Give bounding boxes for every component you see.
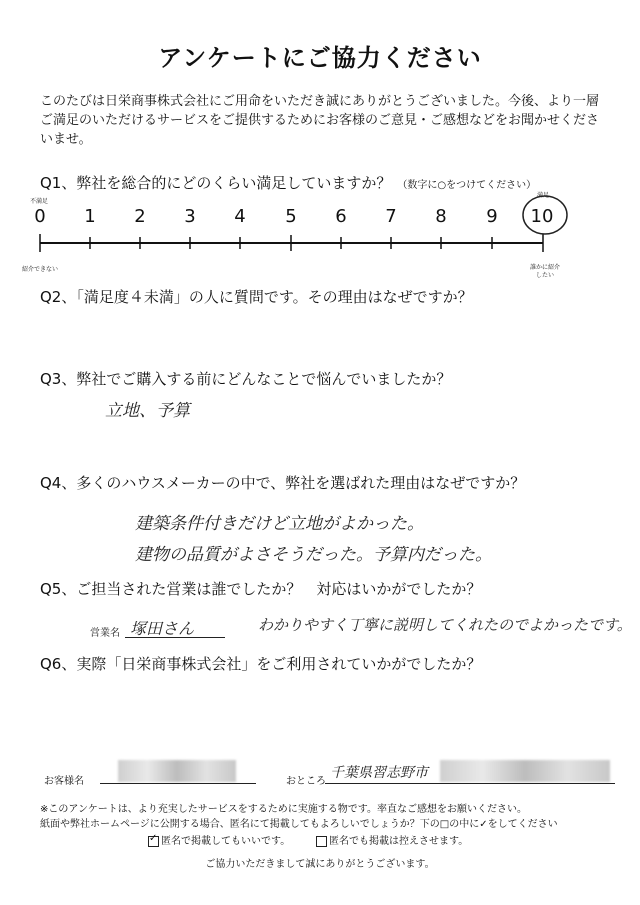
footnote-line-1: ※このアンケートは、より充実したサービスをするために実施する物です。率直なご感想をお願いください。 — [40, 804, 527, 815]
answer-5: わかりやすく丁寧に説明してくれたのでよかったです。 — [258, 616, 632, 634]
check-mark-icon: ✓ — [149, 832, 158, 844]
scale-option-10[interactable]: 10 — [530, 206, 554, 227]
scale-left-bottom-label: 紹介できない — [22, 266, 59, 273]
footnote — [40, 802, 620, 832]
customer-name-label: お客様名 — [44, 776, 84, 787]
address-label: おところ — [286, 776, 326, 787]
option-anonymous-no[interactable] — [316, 832, 468, 847]
scale-option-5[interactable]: 5 — [285, 206, 297, 227]
scale-option-1[interactable]: 1 — [84, 206, 96, 227]
address-underline — [325, 783, 615, 784]
answer-3: 立地、予算 — [105, 401, 190, 421]
address-value: 千葉県習志野市 — [330, 765, 428, 781]
scale-option-0[interactable]: 0 — [34, 206, 46, 227]
address-redacted — [440, 760, 610, 782]
scale-option-6[interactable]: 6 — [335, 206, 347, 227]
question-1-note: （数字に○をつけてください） — [397, 180, 537, 191]
page-title: アンケートにご協力ください — [158, 44, 482, 72]
customer-name-redacted — [118, 760, 236, 782]
scale-right-bottom-label: 誰かに紹介したい — [529, 264, 560, 279]
intro-text: このたびは日栄商事株式会社にご用命をいただき誠にありがとうございました。今後、より一層ご満足のいただけるサービスをご提供するためにお客様のご意見・ご感想などをお聞かせくださいませ。 — [40, 94, 600, 147]
question-5-text: Q5、ご担当された営業は誰でしたか？ 対応はいかがでしたか？ — [40, 580, 482, 598]
option-anonymous-no-label: 匿名でも掲載は控えさせます。 — [329, 836, 469, 847]
customer-name-underline — [100, 783, 256, 784]
question-3-text: Q3、弊社でご購入する前にどんなことで悩んでいましたか？ — [40, 370, 452, 388]
scale-option-9[interactable]: 9 — [486, 206, 498, 227]
question-2-text: Q2、「満足度４未満」の人に質問です。その理由はなぜですか？ — [40, 288, 473, 306]
checkbox-anonymous-yes[interactable] — [148, 832, 159, 847]
sales-name-value: 塚田さん — [130, 619, 195, 638]
selected-circle-mark — [523, 196, 567, 234]
answer-4-line-2: 建物の品質がよさそうだった。予算内だった。 — [135, 545, 492, 565]
sales-name-label: 営業名 — [90, 628, 120, 639]
scale-option-2[interactable]: 2 — [134, 206, 146, 227]
question-4-text: Q4、多くのハウスメーカーの中で、弊社を選ばれた理由はなぜですか？ — [40, 474, 526, 492]
option-anonymous-yes-label: 匿名で掲載してもいいです。 — [161, 836, 291, 847]
checkbox-anonymous-no[interactable] — [316, 836, 327, 847]
question-6-text: Q6、実際「日栄商事株式会社」をご利用されていかがでしたか？ — [40, 655, 482, 673]
question-1-text: Q1、弊社を総合的にどのくらい満足していますか？ — [40, 174, 392, 192]
answer-4-line-1: 建築条件付きだけど立地がよかった。 — [135, 514, 424, 534]
sales-name-underline — [125, 637, 225, 638]
scale-left-top-label: 不満足 — [30, 198, 49, 205]
scale-option-3[interactable]: 3 — [184, 206, 196, 227]
scale-option-4[interactable]: 4 — [234, 206, 246, 227]
footnote-line-2: 紙面や弊社ホームページに公開する場合、匿名にて掲載してもよろしいでしょうか？下の□の中に✓をしてください — [40, 819, 558, 830]
scale-option-8[interactable]: 8 — [435, 206, 447, 227]
option-anonymous-yes[interactable] — [148, 832, 290, 847]
scale-right-top-label: 満足 — [537, 192, 550, 199]
scale-option-7[interactable]: 7 — [385, 206, 397, 227]
thanks-text: ご協力いただきまして誠にありがとうございます。 — [205, 859, 435, 870]
